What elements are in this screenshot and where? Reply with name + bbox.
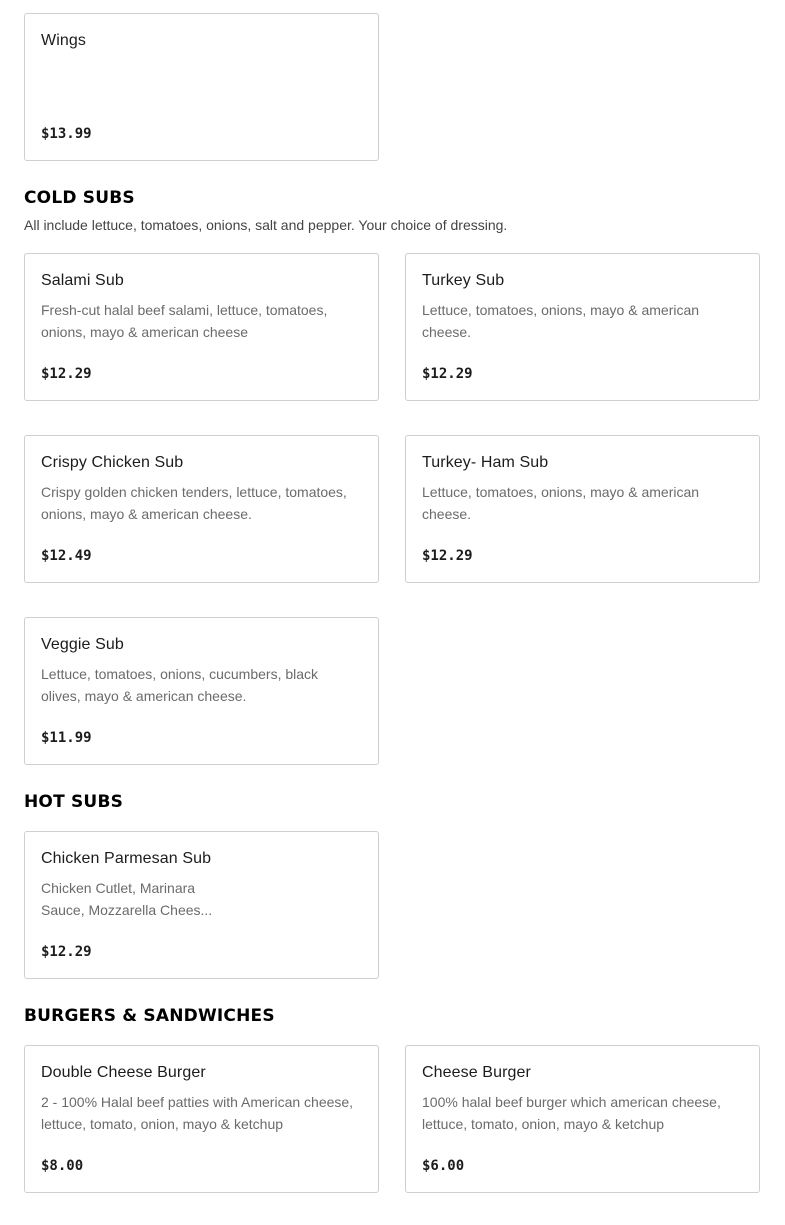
item-description: 2 - 100% Halal beef patties with American cheese, lettuce, tomato, onion, mayo & ketchup <box>41 1094 354 1132</box>
item-name: Veggie Sub <box>41 636 124 653</box>
item-price: $6.00 <box>422 1158 465 1174</box>
menu-item-card-salami-sub[interactable] <box>24 253 379 401</box>
item-description: Fresh-cut halal beef salami, lettuce, tomatoes, onions, mayo & american cheese <box>41 302 328 340</box>
item-name: Turkey Sub <box>422 272 505 289</box>
item-price: $12.29 <box>422 366 473 382</box>
item-name: Crispy Chicken Sub <box>41 454 184 471</box>
section-title-hot-subs: HOT SUBS <box>24 792 124 812</box>
item-name: Chicken Parmesan Sub <box>41 850 212 867</box>
menu-item-card-cheese-burger[interactable] <box>405 1045 760 1193</box>
menu-item-card-veggie-sub[interactable] <box>24 617 379 765</box>
section-title-cold-subs: COLD SUBS <box>24 188 135 208</box>
item-name: Cheese Burger <box>422 1064 531 1081</box>
item-description: Lettuce, tomatoes, onions, mayo & american cheese. <box>422 302 700 340</box>
menu-item-card-wings[interactable] <box>24 13 379 161</box>
item-name: Salami Sub <box>41 272 124 289</box>
menu-item-card-chicken-parmesan-sub[interactable] <box>24 831 379 979</box>
item-name: Wings <box>41 32 86 49</box>
item-description: Chicken Cutlet, Marinara Sauce, Mozzarella Chees... <box>41 880 213 918</box>
item-name: Double Cheese Burger <box>41 1064 206 1081</box>
menu-item-card-crispy-chicken-sub[interactable] <box>24 435 379 583</box>
item-price: $11.99 <box>41 730 92 746</box>
item-name: Turkey- Ham Sub <box>422 454 549 471</box>
menu-item-card-turkey-ham-sub[interactable] <box>405 435 760 583</box>
item-description: 100% halal beef burger which american cheese, lettuce, tomato, onion, mayo & ketchup <box>422 1094 721 1132</box>
item-price: $12.29 <box>422 548 473 564</box>
section-title-burgers-sandwiches: BURGERS & SANDWICHES <box>24 1006 275 1026</box>
item-description: Lettuce, tomatoes, onions, cucumbers, black olives, mayo & american cheese. <box>41 666 319 704</box>
menu-item-card-double-cheese-burger[interactable] <box>24 1045 379 1193</box>
item-price: $12.49 <box>41 548 92 564</box>
menu-item-card-turkey-sub[interactable] <box>405 253 760 401</box>
item-price: $12.29 <box>41 944 92 960</box>
item-description: Lettuce, tomatoes, onions, mayo & american cheese. <box>422 484 700 522</box>
item-price: $8.00 <box>41 1158 84 1174</box>
item-price: $12.29 <box>41 366 92 382</box>
section-subtitle-cold-subs: All include lettuce, tomatoes, onions, salt and pepper. Your choice of dressing. <box>24 217 508 233</box>
item-price: $13.99 <box>41 126 92 142</box>
item-description: Crispy golden chicken tenders, lettuce, tomatoes, onions, mayo & american cheese. <box>41 484 347 522</box>
